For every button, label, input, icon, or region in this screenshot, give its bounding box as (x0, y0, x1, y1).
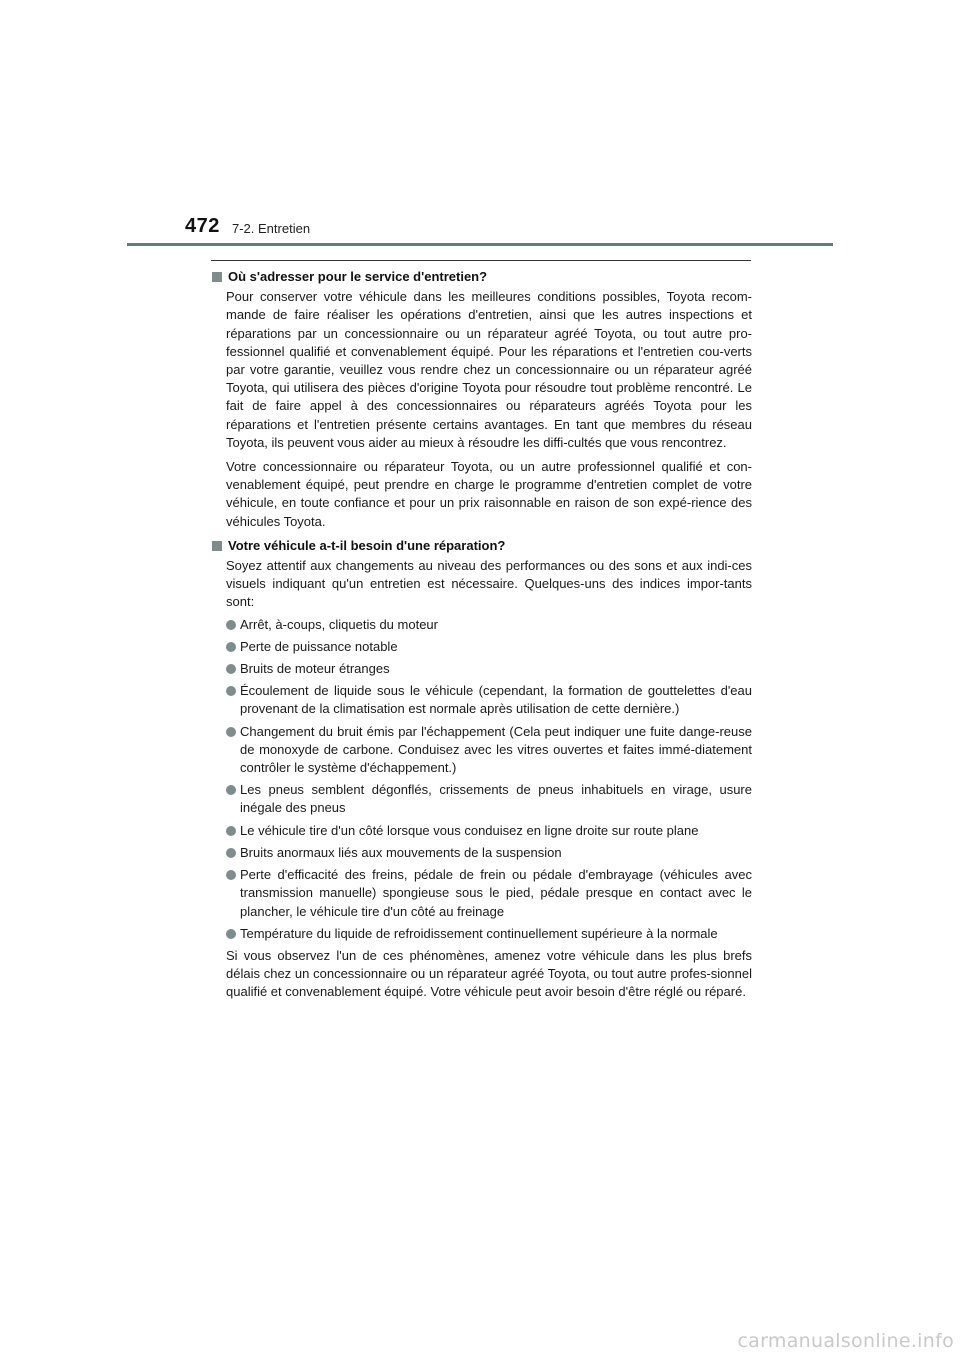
list-item (212, 616, 752, 634)
list-item-text: Température du liquide de refroidissement continuellement supérieure à la normale (240, 925, 718, 941)
circle-bullet-icon (226, 929, 236, 939)
list-item (212, 925, 752, 943)
list-item (212, 638, 752, 656)
section-heading-text: Où s'adresser pour le service d'entretien? (228, 269, 488, 284)
page-number: 472 (185, 215, 220, 237)
watermark: carmanualsonline.info (737, 1330, 954, 1352)
content-rule (211, 260, 751, 261)
paragraph: Votre concessionnaire ou réparateur Toyota, ou un autre professionnel qualifié et con-venablement équipé, peut prendre en charge le programme d'entretien complet de votre véhicule, en toute confiance et pour un prix raisonnable en raison de son expé-rience des véhicules Toyota. (226, 459, 752, 529)
paragraph: Pour conserver votre véhicule dans les meilleures conditions possibles, Toyota recom-mande de faire réaliser les opérations d'entretien, ainsi que les autres inspections et réparations par un concessionnaire ou un réparateur agréé Toyota, ou tout autre pro-fessionnel qualifié et convenablement équipé. Pour les réparations et l'entretien cou-verts par votre garantie, veuillez vous rendre chez un concessionnaire ou un réparateur agréé Toyota, qui utilisera des pièces d'origine Toyota pour résoudre tout problème rencontré. Le fait de faire appel à des concessionnaires ou réparateurs agréés Toyota pour les réparations et l'entretien présente certains avantages. En tant que membres du réseau Toyota, ils peuvent vous aider au mieux à résoudre les diffi-cultés que vous rencontrez. (226, 289, 752, 450)
list-item-text: Perte d'efficacité des freins, pédale de frein ou pédale d'embrayage (véhicules avec transmission manuelle) spongieuse sous le pied, pédale presque en contact avec le plancher, le véhicule tire d'un côté au freinage (240, 867, 752, 919)
list-item (212, 844, 752, 862)
list-item-text: Les pneus semblent dégonflés, crissements de pneus inhabituels en virage, usure inégale des pneus (240, 782, 752, 816)
circle-bullet-icon (226, 620, 236, 630)
list-item (212, 781, 752, 817)
section-label: 7-2. Entretien (232, 221, 311, 236)
square-bullet-icon (212, 272, 222, 282)
square-bullet-icon (212, 541, 222, 551)
paragraph: Soyez attentif aux changements au niveau des performances ou des sons et aux indi-ces visuels indiquant qu'un entretien est nécessaire. Quelques-uns des indices impor-tants sont: (226, 558, 752, 610)
list-item-text: Bruits anormaux liés aux mouvements de la suspension (240, 844, 562, 860)
list-item (212, 723, 752, 778)
circle-bullet-icon (226, 848, 236, 858)
list-item-text: Arrêt, à-coups, cliquetis du moteur (240, 616, 438, 632)
symptom-list (212, 616, 752, 943)
circle-bullet-icon (226, 870, 236, 880)
circle-bullet-icon (226, 664, 236, 674)
circle-bullet-icon (226, 727, 236, 737)
section-heading-repair (212, 537, 752, 555)
circle-bullet-icon (226, 686, 236, 696)
section-heading-text: Votre véhicule a-t-il besoin d'une réparation? (228, 537, 506, 553)
circle-bullet-icon (226, 826, 236, 836)
list-item (212, 822, 752, 840)
page-content (212, 268, 752, 1015)
list-item-text: Le véhicule tire d'un côté lorsque vous conduisez en ligne droite sur route plane (240, 822, 699, 838)
circle-bullet-icon (226, 785, 236, 795)
closing-paragraph: Si vous observez l'un de ces phénomènes, amenez votre véhicule dans les plus brefs délais chez un concessionnaire ou un réparateur agréé Toyota, ou tout autre profes-sionnel qualifié et convenablement équipé. Votre véhicule peut avoir besoin d'être réglé ou réparé. (226, 947, 752, 1000)
section-heading-service (212, 268, 752, 286)
list-item (212, 866, 752, 921)
circle-bullet-icon (226, 642, 236, 652)
list-item-text: Changement du bruit émis par l'échappement (Cela peut indiquer une fuite dange-reuse de monoxyde de carbone. Conduisez avec les vitres ouvertes et faites immé-diatement contrôler le système d'échappement.) (240, 723, 752, 776)
list-item-text: Perte de puissance notable (240, 638, 398, 654)
list-item-text: Écoulement de liquide sous le véhicule (cependant, la formation de gouttelettes d'eau provenant de la climatisation est normale après utilisation de cette dernière.) (240, 683, 752, 717)
list-item (212, 682, 752, 718)
header-rule (127, 243, 833, 246)
list-item-text: Bruits de moteur étranges (240, 661, 390, 677)
list-item (212, 660, 752, 678)
